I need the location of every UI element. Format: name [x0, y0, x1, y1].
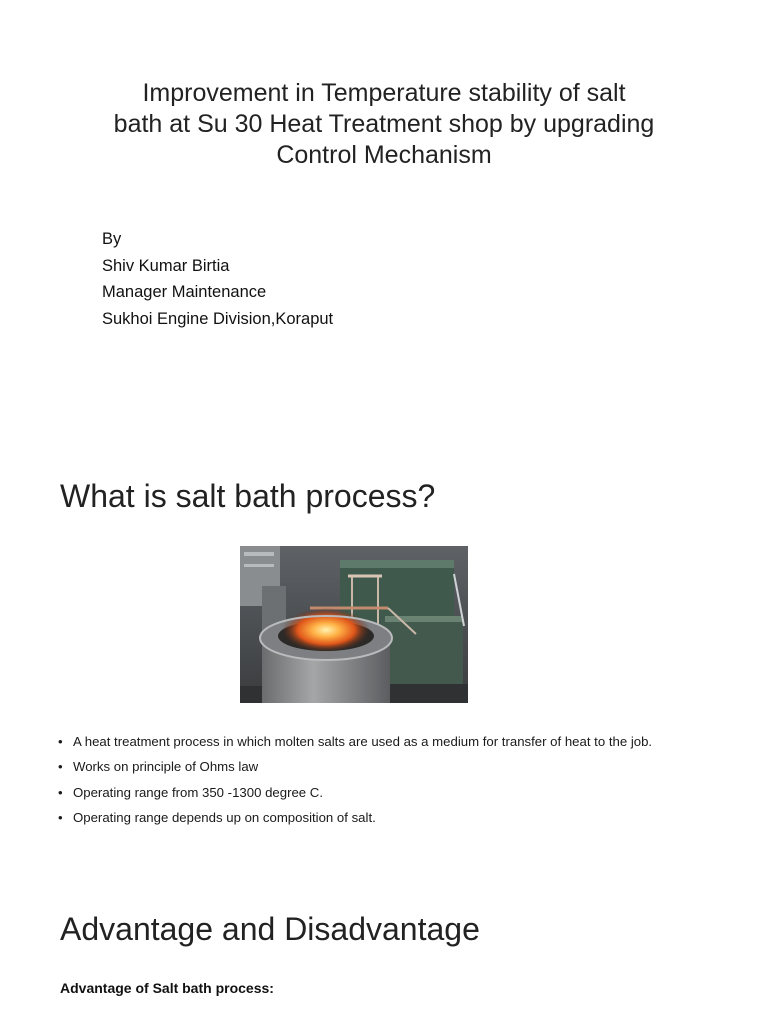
- author-block: [102, 226, 333, 332]
- title-line: Improvement in Temperature stability of salt: [142, 79, 626, 107]
- section-heading-advantage: Advantage and Disadvantage: [60, 911, 480, 947]
- bullet-icon: •: [58, 759, 63, 775]
- list-item: [58, 729, 652, 754]
- list-item: [58, 805, 652, 830]
- advantage-subheading: Advantage of Salt bath process:: [60, 980, 274, 996]
- salt-bath-bullet-list: [58, 729, 652, 830]
- author-by: By: [102, 230, 122, 248]
- list-item: [58, 754, 652, 779]
- salt-bath-furnace-photo: [240, 546, 468, 703]
- bullet-icon: •: [58, 734, 63, 749]
- author-division: Sukhoi Engine Division,Koraput: [102, 309, 334, 328]
- list-item: [58, 780, 652, 805]
- title-line: Control Mechanism: [276, 141, 492, 169]
- list-item-text: Operating range from 350 -1300 degree C.: [73, 784, 323, 800]
- bullet-icon: •: [58, 809, 63, 825]
- list-item-text: A heat treatment process in which molten salts are used as a medium for transfer of heat to the job.: [73, 734, 653, 749]
- presentation-title: [84, 78, 684, 171]
- list-item-text: Works on principle of Ohms law: [73, 759, 259, 775]
- author-designation: Manager Maintenance: [102, 283, 267, 301]
- section-heading-salt-bath: What is salt bath process?: [60, 478, 436, 514]
- bullet-icon: •: [58, 784, 63, 800]
- title-line: bath at Su 30 Heat Treatment shop by upgrading: [113, 110, 655, 138]
- list-item-text: Operating range depends up on composition of salt.: [73, 809, 376, 825]
- author-name: Shiv Kumar Birtia: [102, 256, 230, 275]
